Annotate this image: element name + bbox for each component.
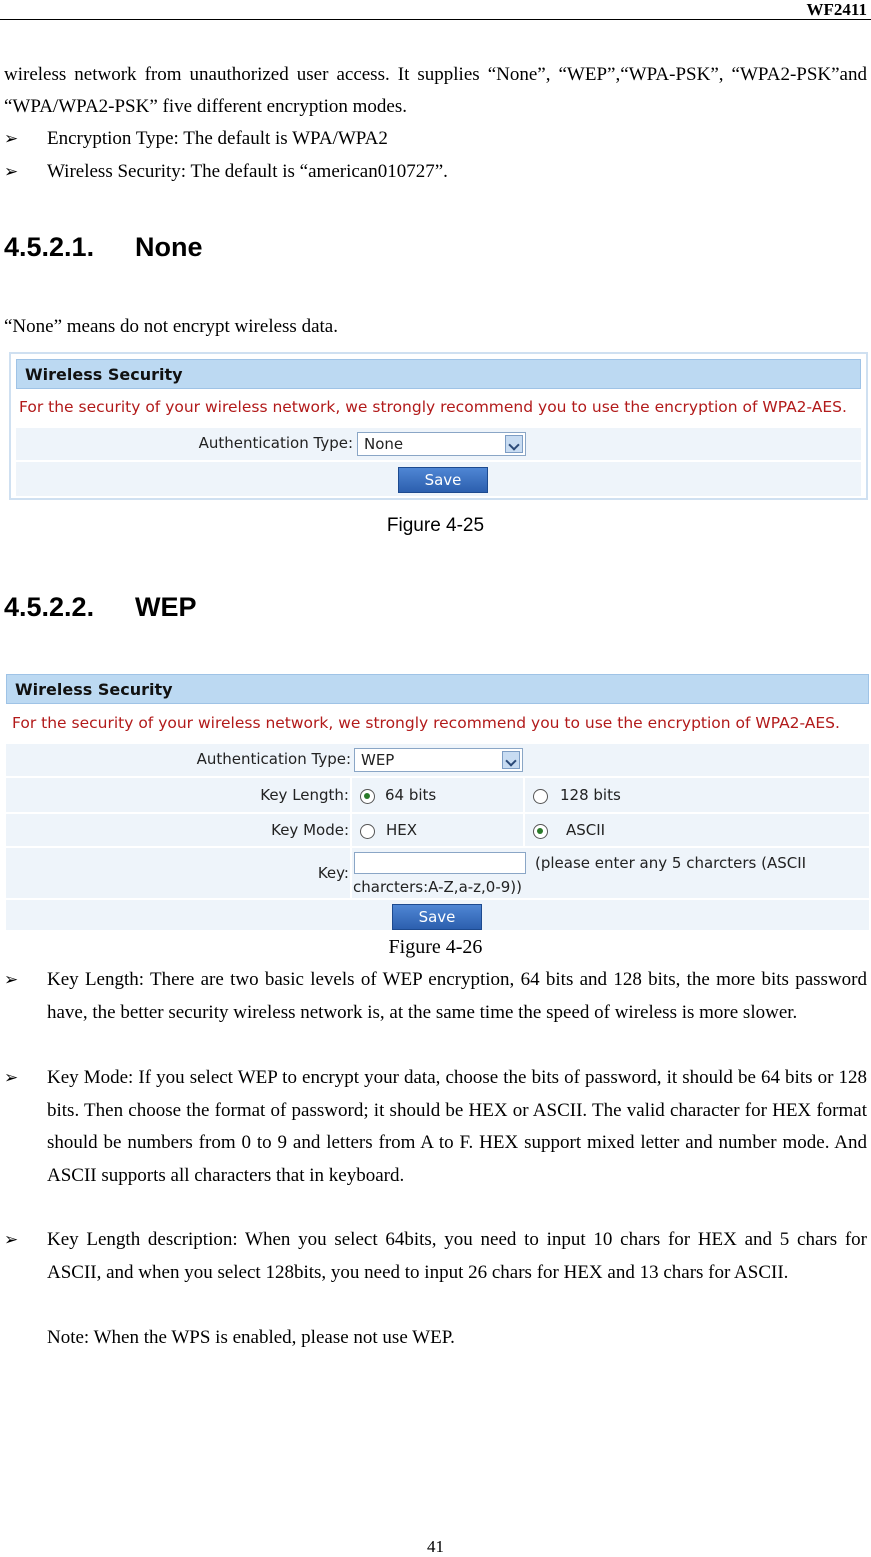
key-hint-line-1: (please enter any 5 charcters (ASCII <box>535 854 807 872</box>
key-mode-label: Key Mode: <box>271 821 349 839</box>
section-title: None <box>135 232 203 262</box>
key-label: Key: <box>317 864 349 882</box>
auth-type-row <box>6 742 869 776</box>
key-mode-row <box>6 812 869 846</box>
save-row <box>6 898 869 930</box>
bullet-arrow-icon: ➢ <box>4 1068 19 1088</box>
none-description: “None” means do not encrypt wireless data. <box>4 316 338 337</box>
radio-hex-label: HEX <box>386 821 418 839</box>
header-rule <box>0 19 871 20</box>
page-number: 41 <box>427 1537 444 1556</box>
figure-4-26-caption: Figure 4-26 <box>388 936 483 958</box>
section-number: 4.5.2.1. <box>4 232 95 262</box>
section-title: WEP <box>135 592 197 622</box>
key-length-row <box>6 776 869 812</box>
radio-128-bits[interactable] <box>533 789 548 804</box>
radio-64-bits-label: 64 bits <box>385 786 437 804</box>
figure-4-25-caption: Figure 4-25 <box>386 515 485 536</box>
section-heading-wep <box>4 592 404 626</box>
key-length-label: Key Length: <box>260 786 349 804</box>
doc-header-id: WF2411 <box>806 0 867 19</box>
body-bullet-key-length-description: ➢ Key Length description: When you select 64bits, you need to input 10 chars for HEX and 5 chars for ASCII, and when you select 128bits, you need to input 26 chars for HEX and 13 chars for ASCII. <box>4 1224 867 1322</box>
radio-64-bits[interactable] <box>360 789 375 804</box>
chevron-down-icon[interactable] <box>502 751 520 769</box>
body-bullet-key-mode: ➢ Key Mode: If you select WEP to encrypt your data, choose the bits of password, it should be 64 bits or 128 bits. Then choose the format of password; it should be HEX or ASCII. The valid character for HEX format should be numbers from 0 to 9 and letters from A to F. HEX support mixed letter and number mode. And ASCII supports all characters that in keyboard. <box>4 1062 867 1224</box>
panel-title: Wireless Security <box>6 674 869 704</box>
bullet-arrow-icon: ➢ <box>4 1230 19 1250</box>
security-warning: For the security of your wireless network, we strongly recommend you to use the encryption of WPA2-AES. <box>19 398 847 416</box>
auth-type-row <box>16 426 861 460</box>
auth-type-label: Authentication Type: <box>196 750 351 768</box>
auth-type-select[interactable]: None <box>357 432 526 456</box>
auth-type-select[interactable]: WEP <box>354 748 523 772</box>
body-bullet-key-length: ➢ Key Length: There are two basic levels of WEP encryption, 64 bits and 128 bits, the more bits password have, the better security wireless network is, at the same time the speed of wireless is more slower. <box>4 964 867 1062</box>
radio-ascii-label: ASCII <box>566 821 606 839</box>
auth-type-label: Authentication Type: <box>198 434 353 452</box>
key-hint-line-2: charcters:A-Z,a-z,0-9)) <box>353 878 523 896</box>
save-button[interactable]: Save <box>392 904 482 930</box>
save-row <box>16 460 861 496</box>
radio-hex[interactable] <box>360 824 375 839</box>
key-input[interactable] <box>354 852 526 874</box>
section-heading-none <box>4 232 404 266</box>
radio-128-bits-label: 128 bits <box>560 786 621 804</box>
security-warning: For the security of your wireless network, we strongly recommend you to use the encryption of WPA2-AES. <box>12 714 840 732</box>
radio-ascii[interactable] <box>533 824 548 839</box>
chevron-down-icon[interactable] <box>505 435 523 453</box>
intro-paragraph: wireless network from unauthorized user access. It supplies “None”, “WEP”,“WPA-PSK”, “WPA2-PSK”and “WPA/WPA2-PSK” five different encryption modes. <box>4 64 867 117</box>
save-button[interactable]: Save <box>398 467 488 493</box>
section-number: 4.5.2.2. <box>4 592 95 622</box>
bullet-arrow-icon: ➢ <box>4 162 19 182</box>
bullet-arrow-icon: ➢ <box>4 129 19 149</box>
figure-4-25-panel <box>9 352 868 500</box>
panel-title: Wireless Security <box>16 359 861 389</box>
wps-note: Note: When the WPS is enabled, please not use WEP. <box>47 1327 455 1348</box>
bullet-arrow-icon: ➢ <box>4 970 19 990</box>
key-row <box>6 846 869 898</box>
figure-4-26-panel <box>6 674 869 930</box>
